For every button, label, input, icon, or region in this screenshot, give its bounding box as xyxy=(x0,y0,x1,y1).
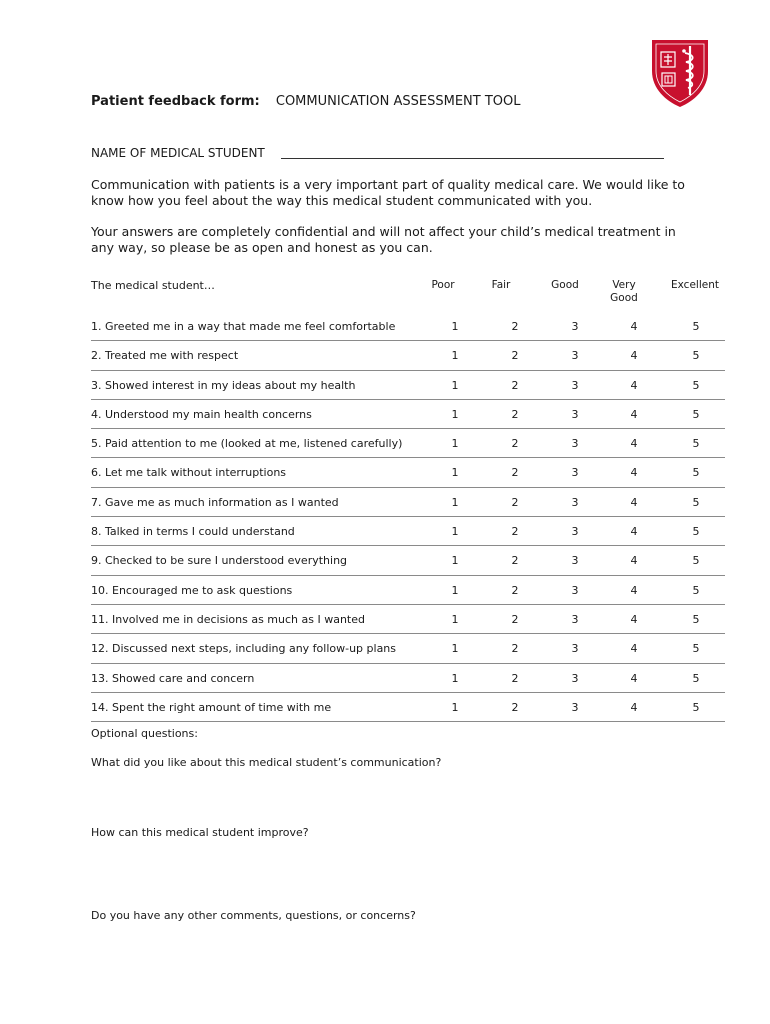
rating-option-4[interactable]: 4 xyxy=(630,466,638,480)
question-text: 11. Involved me in decisions as much as I wanted xyxy=(91,612,365,626)
rating-option-1[interactable]: 1 xyxy=(451,583,459,597)
rating-option-3[interactable]: 3 xyxy=(571,525,579,539)
table-row xyxy=(91,546,725,575)
rating-option-5[interactable]: 5 xyxy=(692,466,700,480)
rating-option-2[interactable]: 2 xyxy=(511,525,519,539)
table-row xyxy=(91,664,725,693)
rating-option-4[interactable]: 4 xyxy=(630,642,638,656)
rating-option-3[interactable]: 3 xyxy=(571,320,579,333)
table-row xyxy=(91,341,725,370)
rating-option-5[interactable]: 5 xyxy=(692,407,700,421)
rating-option-1[interactable]: 1 xyxy=(451,437,459,451)
rating-option-5[interactable]: 5 xyxy=(692,671,700,685)
rating-option-1[interactable]: 1 xyxy=(451,466,459,480)
rating-option-5[interactable]: 5 xyxy=(692,349,700,363)
rating-option-5[interactable]: 5 xyxy=(692,437,700,451)
institution-logo xyxy=(650,37,710,109)
rating-option-3[interactable]: 3 xyxy=(571,700,579,714)
rating-option-4[interactable]: 4 xyxy=(630,525,638,539)
rating-option-1[interactable]: 1 xyxy=(451,495,459,509)
rating-option-3[interactable]: 3 xyxy=(571,437,579,451)
table-row xyxy=(91,517,725,546)
column-fair: Fair xyxy=(491,279,511,291)
rating-option-2[interactable]: 2 xyxy=(511,495,519,509)
rating-option-1[interactable]: 1 xyxy=(451,407,459,421)
rating-option-2[interactable]: 2 xyxy=(511,378,519,392)
rating-option-1[interactable]: 1 xyxy=(451,349,459,363)
rating-option-1[interactable]: 1 xyxy=(451,671,459,685)
rating-option-4[interactable]: 4 xyxy=(630,495,638,509)
rating-option-3[interactable]: 3 xyxy=(571,407,579,421)
rating-option-4[interactable]: 4 xyxy=(630,378,638,392)
question-text: 10. Encouraged me to ask questions xyxy=(91,583,293,597)
rating-option-1[interactable]: 1 xyxy=(451,700,459,714)
rating-option-2[interactable]: 2 xyxy=(511,583,519,597)
student-name-blank[interactable] xyxy=(281,158,664,159)
table-row xyxy=(91,488,725,517)
rating-option-2[interactable]: 2 xyxy=(511,437,519,451)
rating-option-2[interactable]: 2 xyxy=(511,642,519,656)
rating-option-1[interactable]: 1 xyxy=(451,320,459,333)
rating-option-3[interactable]: 3 xyxy=(571,495,579,509)
table-row xyxy=(91,371,725,400)
rating-option-3[interactable]: 3 xyxy=(571,466,579,480)
rating-option-4[interactable]: 4 xyxy=(630,671,638,685)
rating-option-3[interactable]: 3 xyxy=(571,671,579,685)
rating-table-header xyxy=(91,279,725,311)
question-text: 8. Talked in terms I could understand xyxy=(91,525,295,539)
rating-option-5[interactable]: 5 xyxy=(692,495,700,509)
rating-option-4[interactable]: 4 xyxy=(630,407,638,421)
table-row xyxy=(91,429,725,458)
question-text: 3. Showed interest in my ideas about my health xyxy=(91,378,356,392)
rating-option-2[interactable]: 2 xyxy=(511,407,519,421)
rating-option-3[interactable]: 3 xyxy=(571,378,579,392)
question-text: 6. Let me talk without interruptions xyxy=(91,466,287,480)
rating-option-5[interactable]: 5 xyxy=(692,583,700,597)
table-row xyxy=(91,458,725,487)
rating-table-body xyxy=(91,312,725,722)
question-text: 9. Checked to be sure I understood everything xyxy=(91,554,348,568)
question-text: 14. Spent the right amount of time with me xyxy=(91,700,332,714)
optional-questions-title: Optional questions: xyxy=(91,727,198,740)
student-name-label: NAME OF MEDICAL STUDENT xyxy=(91,146,265,160)
rating-option-4[interactable]: 4 xyxy=(630,612,638,626)
rating-option-1[interactable]: 1 xyxy=(451,612,459,626)
rating-option-2[interactable]: 2 xyxy=(511,554,519,568)
medical-shield-logo-icon xyxy=(650,37,710,109)
form-title-subtitle: COMMUNICATION ASSESSMENT TOOL xyxy=(275,94,521,109)
intro-paragraph-1: Communication with patients is a very important part of quality medical care. We would like to know how you feel about the way this medical student communicated with you. xyxy=(91,177,685,208)
rating-option-3[interactable]: 3 xyxy=(571,349,579,363)
table-row xyxy=(91,312,725,341)
rating-option-3[interactable]: 3 xyxy=(571,583,579,597)
table-row xyxy=(91,693,725,722)
rating-option-5[interactable]: 5 xyxy=(692,320,700,333)
rating-option-1[interactable]: 1 xyxy=(451,642,459,656)
rating-option-3[interactable]: 3 xyxy=(571,642,579,656)
column-poor: Poor xyxy=(431,279,455,291)
table-header-label: The medical student… xyxy=(91,279,215,292)
rating-option-2[interactable]: 2 xyxy=(511,700,519,714)
column-very-good: Very Good xyxy=(610,279,638,304)
table-row xyxy=(91,605,725,634)
rating-option-2[interactable]: 2 xyxy=(511,320,519,333)
question-text: 5. Paid attention to me (looked at me, listened carefully) xyxy=(91,437,403,451)
rating-option-3[interactable]: 3 xyxy=(571,554,579,568)
rating-option-4[interactable]: 4 xyxy=(630,583,638,597)
rating-option-2[interactable]: 2 xyxy=(511,466,519,480)
rating-option-4[interactable]: 4 xyxy=(630,554,638,568)
rating-option-5[interactable]: 5 xyxy=(692,525,700,539)
rating-option-4[interactable]: 4 xyxy=(630,349,638,363)
rating-option-5[interactable]: 5 xyxy=(692,378,700,392)
rating-option-2[interactable]: 2 xyxy=(511,612,519,626)
student-name-field xyxy=(91,146,664,160)
rating-option-5[interactable]: 5 xyxy=(692,642,700,656)
rating-option-1[interactable]: 1 xyxy=(451,554,459,568)
question-text: 1. Greeted me in a way that made me feel comfortable xyxy=(91,320,396,333)
question-text: 2. Treated me with respect xyxy=(91,349,239,363)
column-good: Good xyxy=(551,279,579,291)
intro-paragraph-2: Your answers are completely confidential and will not affect your child’s medical treatment in any way, so please be as open and honest as you can. xyxy=(91,224,676,255)
rating-option-1[interactable]: 1 xyxy=(451,525,459,539)
table-row xyxy=(91,634,725,663)
rating-option-5[interactable]: 5 xyxy=(692,700,700,714)
rating-option-4[interactable]: 4 xyxy=(630,437,638,451)
table-row xyxy=(91,576,725,605)
question-text: 13. Showed care and concern xyxy=(91,671,255,685)
optional-question-1: What did you like about this medical student’s communication? xyxy=(91,756,442,769)
rating-option-5[interactable]: 5 xyxy=(692,554,700,568)
rating-option-1[interactable]: 1 xyxy=(451,378,459,392)
optional-question-3: Do you have any other comments, questions, or concerns? xyxy=(91,909,416,922)
form-title-label: Patient feedback form: xyxy=(91,94,260,109)
question-text: 4. Understood my main health concerns xyxy=(91,407,312,421)
rating-option-2[interactable]: 2 xyxy=(511,349,519,363)
rating-option-4[interactable]: 4 xyxy=(630,700,638,714)
form-title xyxy=(91,94,521,109)
optional-question-2: How can this medical student improve? xyxy=(91,826,309,839)
rating-option-2[interactable]: 2 xyxy=(511,671,519,685)
table-row xyxy=(91,400,725,429)
question-text: 12. Discussed next steps, including any follow-up plans xyxy=(91,642,397,656)
rating-option-5[interactable]: 5 xyxy=(692,612,700,626)
column-excellent: Excellent xyxy=(671,279,719,291)
rating-option-4[interactable]: 4 xyxy=(630,320,638,333)
rating-option-3[interactable]: 3 xyxy=(571,612,579,626)
question-text: 7. Gave me as much information as I wanted xyxy=(91,495,339,509)
